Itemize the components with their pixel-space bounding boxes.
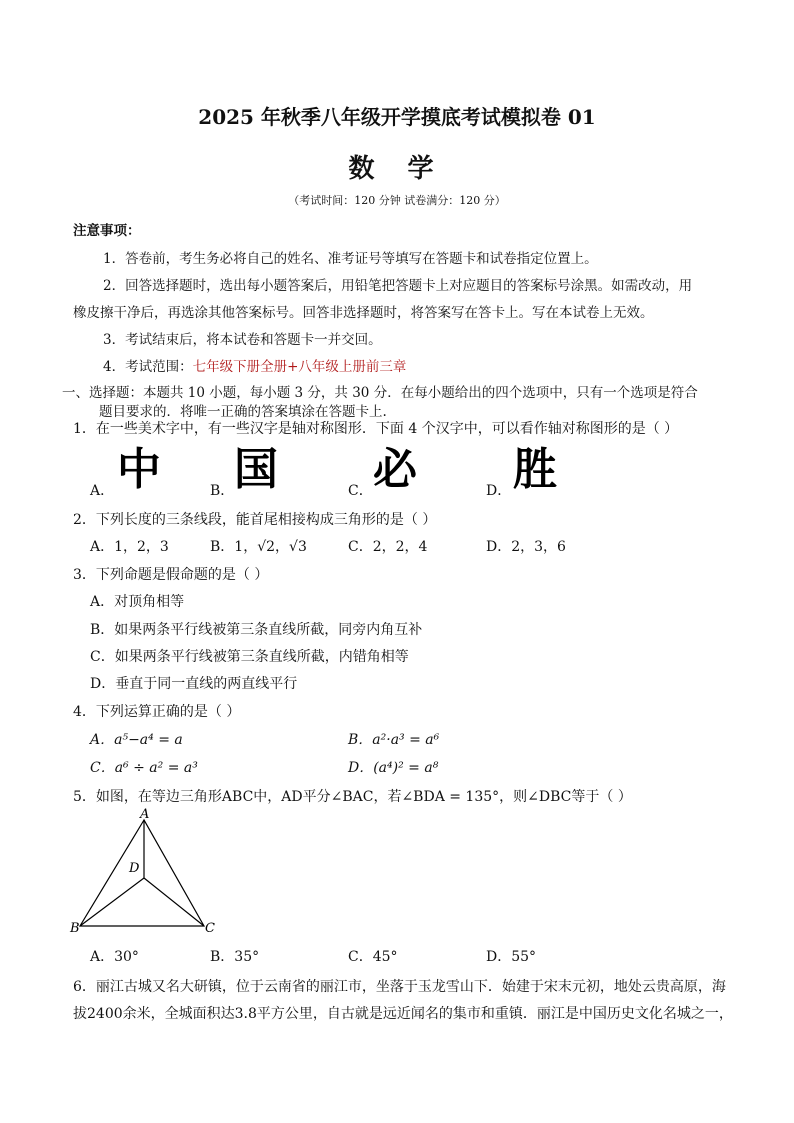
q5-option-d: D．55°	[486, 949, 537, 965]
q4-option-a: A．a⁵−a⁴ = a	[90, 732, 183, 748]
q4-option-d: D．(a⁴)² = a⁸	[348, 760, 439, 776]
question-3-stem: 3．下列命题是假命题的是（ ）	[73, 567, 269, 583]
q1-option-b-char: 国	[234, 444, 278, 495]
q1-option-a-label: A．	[90, 483, 115, 499]
notice-item-4	[103, 355, 406, 375]
q4-option-c: C．a⁶ ÷ a² = a³	[90, 760, 198, 776]
label-d: D	[129, 861, 140, 876]
q3-option-d: D．垂直于同一直线的两直线平行	[90, 676, 298, 692]
q5-option-b: B．35°	[210, 949, 260, 965]
q5-option-c: C．45°	[348, 949, 398, 965]
segment-bd	[80, 878, 144, 926]
q3-option-c: C．如果两条平行线被第三条直线所截，内错角相等	[90, 649, 409, 665]
notice-heading: 注意事项：	[73, 223, 141, 239]
q4-option-b: B．a²·a³ = a⁶	[348, 732, 440, 748]
triangle-figure	[68, 808, 228, 938]
notice-item-2-cont: 橡皮擦干净后，再选涂其他答案标号。回答非选择题时，将答案写在答卡上。写在本试卷上无效。	[73, 305, 654, 321]
question-6-line-1: 6．丽江古城又名大研镇，位于云南省的丽江市，坐落于玉龙雪山下．始建于宋末元初，地处云贵高原，海	[73, 979, 726, 995]
question-4-stem: 4．下列运算正确的是（ ）	[73, 704, 241, 720]
notice-item-1: 1．答卷前，考生务必将自己的姓名、准考证号等填写在答题卡和试卷指定位置上。	[103, 251, 598, 267]
q2-option-b: B．1，√2，√3	[210, 539, 307, 555]
segment-cd	[144, 878, 204, 926]
label-a: A	[140, 808, 150, 822]
triangle-abc	[80, 820, 204, 926]
notice-item-3: 3．考试结束后，将本试卷和答题卡一并交回。	[103, 332, 382, 348]
exam-meta: （考试时间：120 分钟 试卷满分：120 分）	[288, 194, 506, 207]
exam-title: 2025 年秋季八年级开学摸底考试模拟卷 01	[198, 105, 596, 129]
question-1-stem: 1．在一些美术字中，有一些汉字是轴对称图形．下面 4 个汉字中，可以看作轴对称图形的是（ ）	[73, 421, 679, 437]
q2-option-a: A．1，2，3	[90, 539, 169, 555]
q1-option-d-char: 胜	[513, 444, 557, 495]
question-2-stem: 2．下列长度的三条线段，能首尾相接构成三角形的是（ ）	[73, 512, 437, 528]
section-1-intro-cont: 题目要求的．将唯一正确的答案填涂在答题卡上.	[99, 404, 387, 420]
label-c: C	[205, 921, 215, 936]
q1-option-a-char: 中	[117, 444, 161, 495]
q2-option-d: D．2，3，6	[486, 539, 566, 555]
q1-option-c-label: C．	[348, 483, 373, 499]
q5-option-a: A．30°	[90, 949, 139, 965]
question-5-stem: 5．如图，在等边三角形ABC中，AD平分∠BAC，若∠BDA = 135°，则∠DBC等于（ ）	[73, 789, 632, 805]
q1-option-b-label: B．	[210, 483, 235, 499]
label-b: B	[70, 921, 80, 936]
exam-scope: 七年级下册全册+八年级上册前三章	[192, 359, 407, 375]
question-6-line-2: 拔2400余米，全城面积达3.8平方公里，自古就是远近闻名的集市和重镇．丽江是中国历史文化名城之一，	[73, 1006, 733, 1022]
section-1-intro: 一、选择题：本题共 10 小题，每小题 3 分，共 30 分．在每小题给出的四个选项中，只有一个选项是符合	[62, 385, 698, 401]
notice-item-2: 2．回答选择题时，选出每小题答案后，用铅笔把答题卡上对应题目的答案标号涂黑。如需改动，用	[103, 278, 693, 294]
q3-option-a: A．对顶角相等	[90, 594, 185, 610]
q1-option-c-char: 必	[373, 444, 417, 495]
q1-option-d-label: D．	[486, 483, 512, 499]
q2-option-c: C．2，2，4	[348, 539, 428, 555]
q3-option-b: B．如果两条平行线被第三条直线所截，同旁内角互补	[90, 622, 423, 638]
subject-title: 数 学	[348, 154, 446, 184]
notice-item-4-prefix: 4．考试范围：	[103, 359, 193, 375]
